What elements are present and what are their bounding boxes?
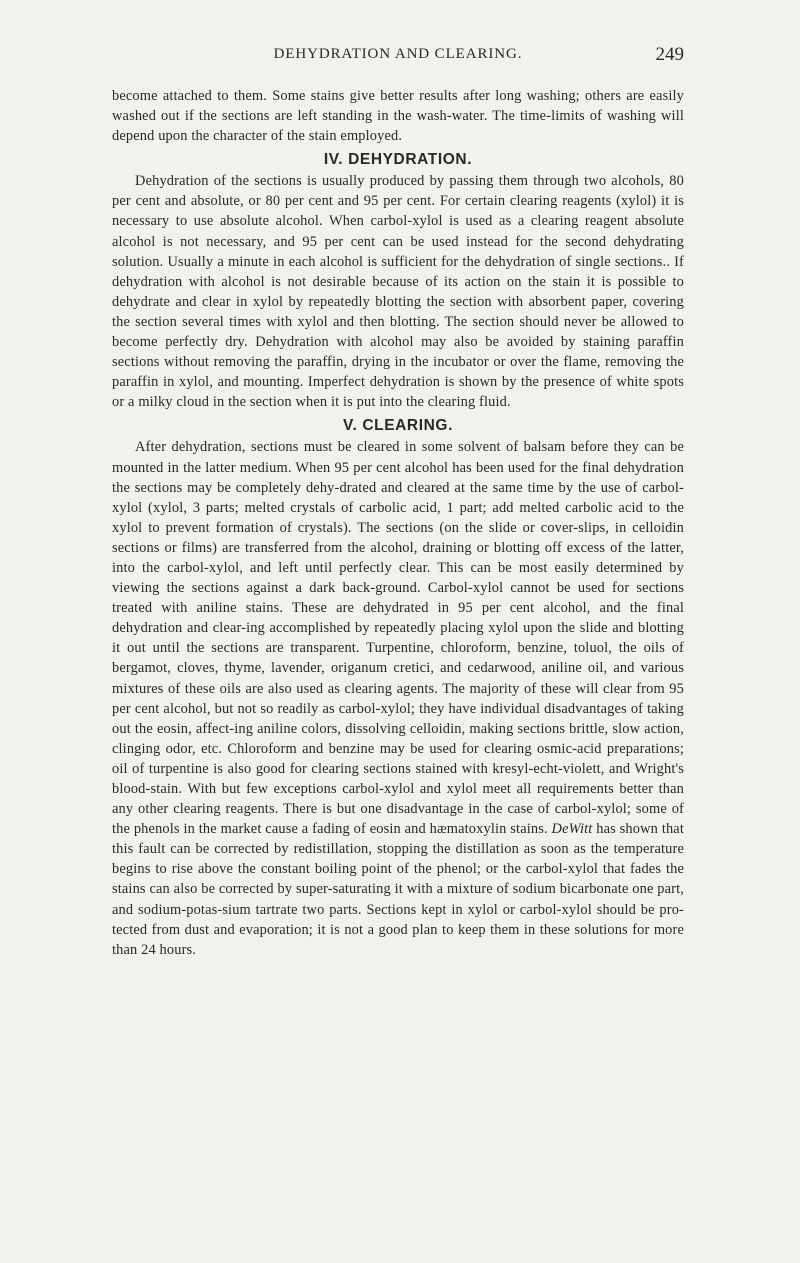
dehydration-paragraph: Dehydration of the sections is usually produced by passing them through two alcohols, 80 per cent and absolute, or 80 per cent and 95 per cent. For certain clearing reagents (xylol) it is necessary to use absolute alcohol. When carbol-xylol is used as a clearing reagent absolute alcohol is not necessary, and 95 per cent can be used instead for the second dehydrating solution. Usually a minute in each alcohol is sufficient for the dehydration of single sections.. If dehydration with alcohol is not desirable because of its action on the stain it is possible to dehydrate and clear in xylol by repeatedly blotting the section with absorbent paper, covering the section several times with xylol and then blotting. The section should never be allowed to become perfectly dry. Dehydration with alcohol may also be avoided by staining paraffin sections without removing the paraffin, drying in the incubator or over the flame, removing the paraffin in xylol, and mounting. Imperfect dehydration is shown by the presence of white spots or a milky cloud in the section when it is put into the clearing fluid. — [112, 173, 684, 411]
clearing-text-part-1: After dehydration, sections must be cleared in some solvent of balsam before they can be mounted in the latter medium. When 95 per cent alcohol has been used for the final dehydration the sections may be completely dehy-drated and cleared at the same time by the use of carbol-xylol (xylol, 3 parts; melted crystals of carbolic acid, 1 part; add melted carbolic acid to the xylol to prevent formation of crystals). The sections (on the slide or cover-slips, in celloidin sections or films) are transferred from the alcohol, draining or blotting off excess of the latter, into the carbol-xylol, and left until perfectly clear. This can be most easily determined by viewing the sections against a dark back-ground. Carbol-xylol cannot be used for sections treated with aniline stains. These are dehydrated in 95 per cent alcohol, and the final dehydration and clear-ing accomplished by repeatedly placing xylol upon the slide and blotting it out until the sections are transparent. Turpentine, chloroform, benzine, toluol, the oils of bergamot, cloves, thyme, lavender, origanum cretici, and cedarwood, aniline oil, and various mixtures of these oils are also used as clearing agents. The majority of these will clear from 95 per cent alcohol, but not so readily as carbol-xylol; they have individual disadvantages of taking out the eosin, affect-ing aniline colors, dissolving celloidin, making sections brittle, slow action, clinging odor, etc. Chloroform and benzine may be used for clearing osmic-acid preparations; oil of turpentine is also good for clearing sections stained with kresyl-echt-violett, and Wright's blood-stain. With but few exceptions carbol-xylol and xylol meet all requirements better than any other clearing reagents. There is but one disadvantage in the case of carbol-xylol; some of the phenols in the market cause a fading of eosin and hæmatoxylin stains. — [112, 439, 684, 838]
cited-author-name: DeWitt — [551, 821, 593, 838]
running-title: DEHYDRATION AND CLEARING. — [273, 46, 523, 62]
running-head — [112, 44, 684, 74]
section-heading-dehydration: IV. DEHYDRATION. — [323, 151, 473, 169]
section-heading-clearing: V. CLEARING. — [343, 417, 453, 435]
page-number: 249 — [655, 44, 684, 65]
page-body — [112, 86, 684, 960]
clearing-text-part-2: has shown that this fault can be corrected by redistillation, stopping the distillation as soon as the temperature begins to rise above the constant boiling point of the phenol; or the carbol-xylol that fades the stains can also be corrected by super-saturating it with a mixture of sodium bicarbonate one part, and sodium-potas-sium tartrate two parts. Sections kept in xylol or carbol-xylol should be pro-tected from dust and evaporation; it is not a good plan to keep them in these solutions for more than 24 hours. — [112, 821, 684, 958]
intro-paragraph: become attached to them. Some stains give better results after long washing; others are easily washed out if the sections are left standing in the wash-water. The time-limits of washing will depend upon the character of the stain employed. — [112, 88, 684, 145]
clearing-paragraph — [112, 437, 684, 959]
